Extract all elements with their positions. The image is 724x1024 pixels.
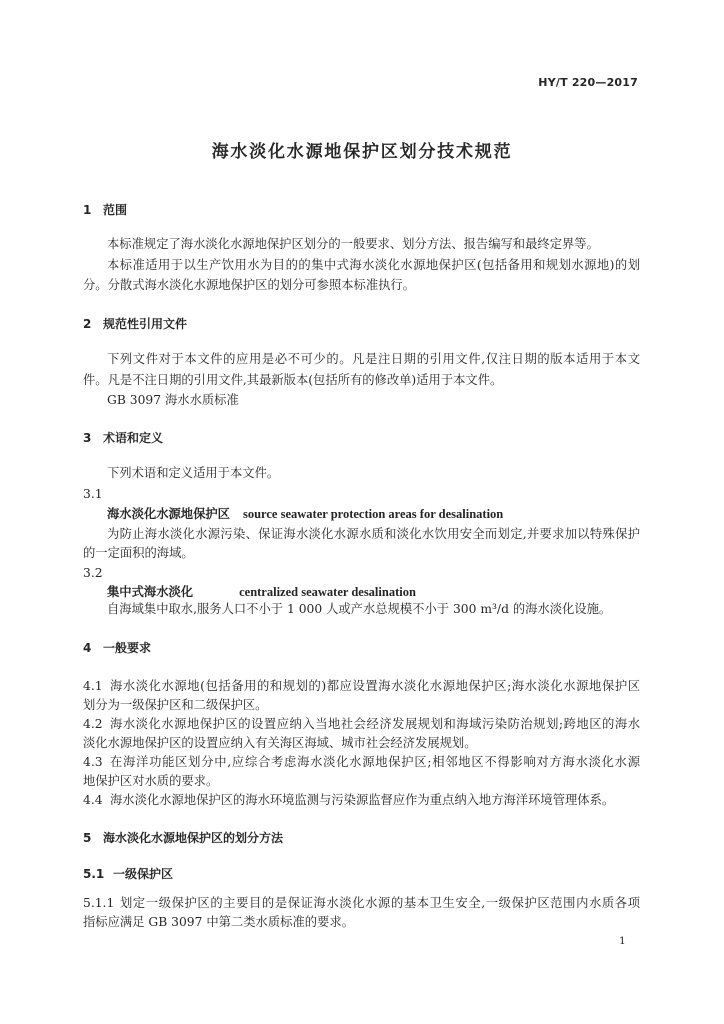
scope-paragraph-2-line-1: 本标准适用于以生产饮用水为目的的集中式海水淡化水源地保护区(包括备用和规划水源地)的划 (107, 258, 640, 272)
clause-line (83, 677, 640, 695)
term-number: 3.2 (83, 566, 103, 580)
section-number: 2 (83, 317, 92, 331)
referenced-document: GB 3097 海水水质标准 (107, 393, 239, 407)
term-chinese: 海水淡化水源地保护区 (107, 507, 230, 521)
term-chinese: 集中式海水淡化 (107, 585, 194, 599)
standard-code: HY/T 220—2017 (538, 76, 638, 89)
scope-paragraph-2-line-2: 分。分散式海水淡化水源地保护区的划分可参照本标准执行。 (83, 278, 416, 292)
scope-paragraph-1-line-1: 本标准规定了海水淡化水源地保护区划分的一般要求、划分方法、报告编写和最终定界等。 (107, 237, 599, 251)
term-definition-line-1: 为防止海水淡化水源污染、保证海水淡化水源水质和淡化水饮用安全而划定,并要求加以特殊保护 (107, 527, 640, 541)
section-heading-terms (83, 429, 640, 447)
clause-line (83, 791, 640, 809)
section-number: 1 (83, 203, 92, 217)
clause-text: 在海洋功能区划分中,应综合考虑海水淡化水源地保护区;相邻地区不得影响对方海水淡化水源 (110, 755, 640, 769)
term-entry (107, 583, 640, 601)
clause-text: 海水淡化水源地保护区的设置应纳入当地社会经济发展规划和海域污染防治规划;跨地区的海水 (110, 717, 640, 731)
term-entry (107, 505, 640, 523)
clause-text-continued: 指标应满足 GB 3097 中第二类水质标准的要求。 (83, 915, 354, 929)
clause-number: 4.3 (83, 755, 103, 769)
section-number: 3 (83, 431, 92, 445)
references-paragraph-line-2: 件。凡是不注日期的引用文件,其最新版本(包括所有的修改单)适用于本文件。 (83, 373, 503, 387)
clause-line (83, 715, 640, 733)
term-definition-line-2: 的一定面积的海域。 (83, 546, 194, 560)
section-title: 一般要求 (103, 641, 152, 655)
document-title: 海水淡化水源地保护区划分技术规范 (211, 142, 513, 162)
section-title: 范围 (103, 203, 128, 217)
clause-number: 4.1 (83, 679, 103, 693)
clause-text-continued: 淡化水源地保护区的设置应纳入有关海区海域、城市社会经济发展规划。 (83, 736, 477, 750)
section-title: 海水淡化水源地保护区的划分方法 (103, 831, 284, 845)
subsection-heading (83, 865, 640, 883)
term-definition-line-1: 自海域集中取水,服务人口不小于 1 000 人或产水总规模不小于 300 m³/d 的海水淡化设施。 (107, 602, 612, 616)
subsection-title: 一级保护区 (113, 867, 174, 881)
clause-text-continued: 划分为一级保护区和二级保护区。 (83, 698, 268, 712)
term-english: source seawater protection areas for desalination (242, 507, 504, 521)
section-heading-general (83, 639, 640, 657)
clause-text: 划定一级保护区的主要目的是保证海水淡化水源的基本卫生安全,一级保护区范围内水质各项 (120, 896, 640, 910)
clause-line (83, 753, 640, 771)
section-heading-scope (83, 201, 640, 219)
references-paragraph-line-1: 下列文件对于本文件的应用是必不可少的。凡是注日期的引用文件,仅注日期的版本适用于本文 (107, 352, 640, 366)
clause-number: 4.4 (83, 793, 103, 807)
section-heading-method (83, 829, 640, 847)
clause-number: 4.2 (83, 717, 103, 731)
clause-number: 5.1.1 (83, 896, 115, 910)
subsection-number: 5.1 (83, 867, 105, 881)
clause-text-continued: 地保护区对水质的要求。 (83, 774, 219, 788)
term-english: centralized seawater desalination (239, 585, 416, 599)
terms-intro: 下列术语和定义适用于本文件。 (107, 466, 280, 480)
section-number: 5 (83, 831, 92, 845)
section-number: 4 (83, 641, 92, 655)
section-title: 术语和定义 (103, 431, 164, 445)
clause-text: 海水淡化水源地保护区的海水环境监测与污染源监督应作为重点纳入地方海洋环境管理体系。 (110, 793, 615, 807)
term-number: 3.1 (83, 487, 103, 501)
clause-line (83, 894, 640, 912)
section-heading-references (83, 315, 640, 333)
page-number: 1 (619, 935, 626, 947)
section-title: 规范性引用文件 (103, 317, 188, 331)
clause-text: 海水淡化水源地(包括备用的和规划的)都应设置海水淡化水源地保护区;海水淡化水源地保护区 (110, 679, 640, 693)
